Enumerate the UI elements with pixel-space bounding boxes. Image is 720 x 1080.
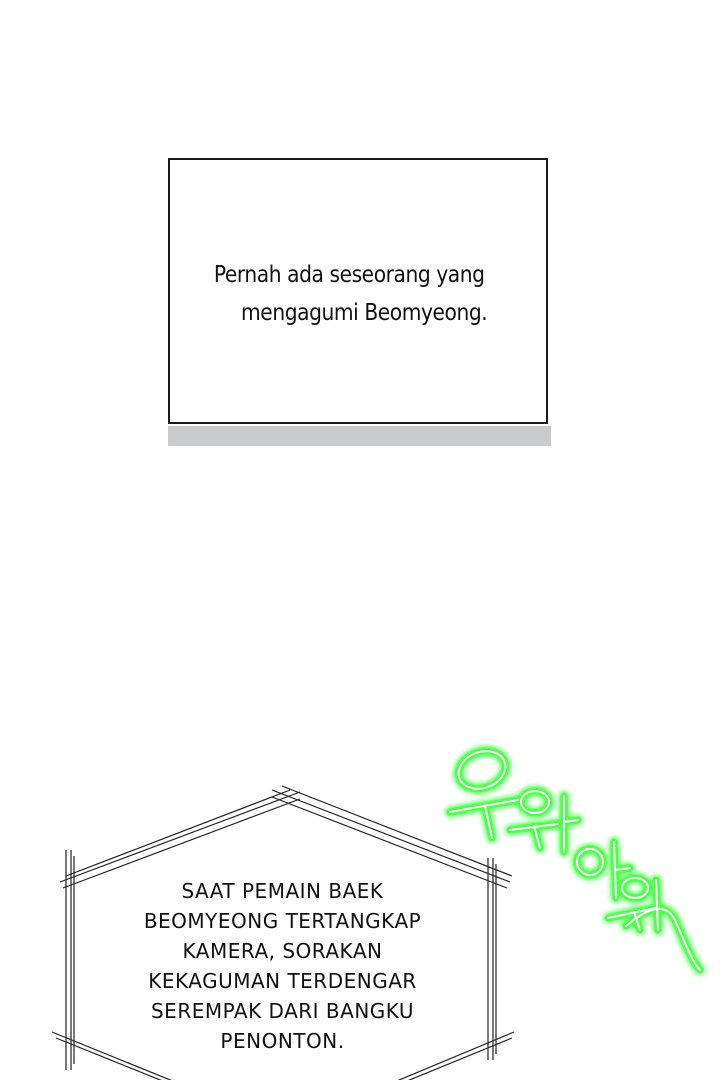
caption-line: KEKAGUMAN TERDENGAR [148,969,417,993]
caption-line: PENONTON. [220,1029,345,1053]
narration-box-shadow [168,426,551,446]
narration-text [193,256,524,332]
narration-line-1: Pernah ada seseorang yang [213,262,485,288]
caption-line: SAAT PEMAIN BAEK [181,879,384,903]
caption-text [120,876,445,1056]
caption-line: BEOMYEONG TERTANGKAP [143,909,422,933]
sound-effect [430,730,710,990]
caption-line: SEREMPAK DARI BANGKU [150,999,415,1023]
sfx-glyphs [450,745,700,970]
caption-line: KAMERA, SORAKAN [182,939,383,963]
narration-box [168,158,548,424]
narration-line-2: mengagumi Beomyeong. [241,300,488,326]
